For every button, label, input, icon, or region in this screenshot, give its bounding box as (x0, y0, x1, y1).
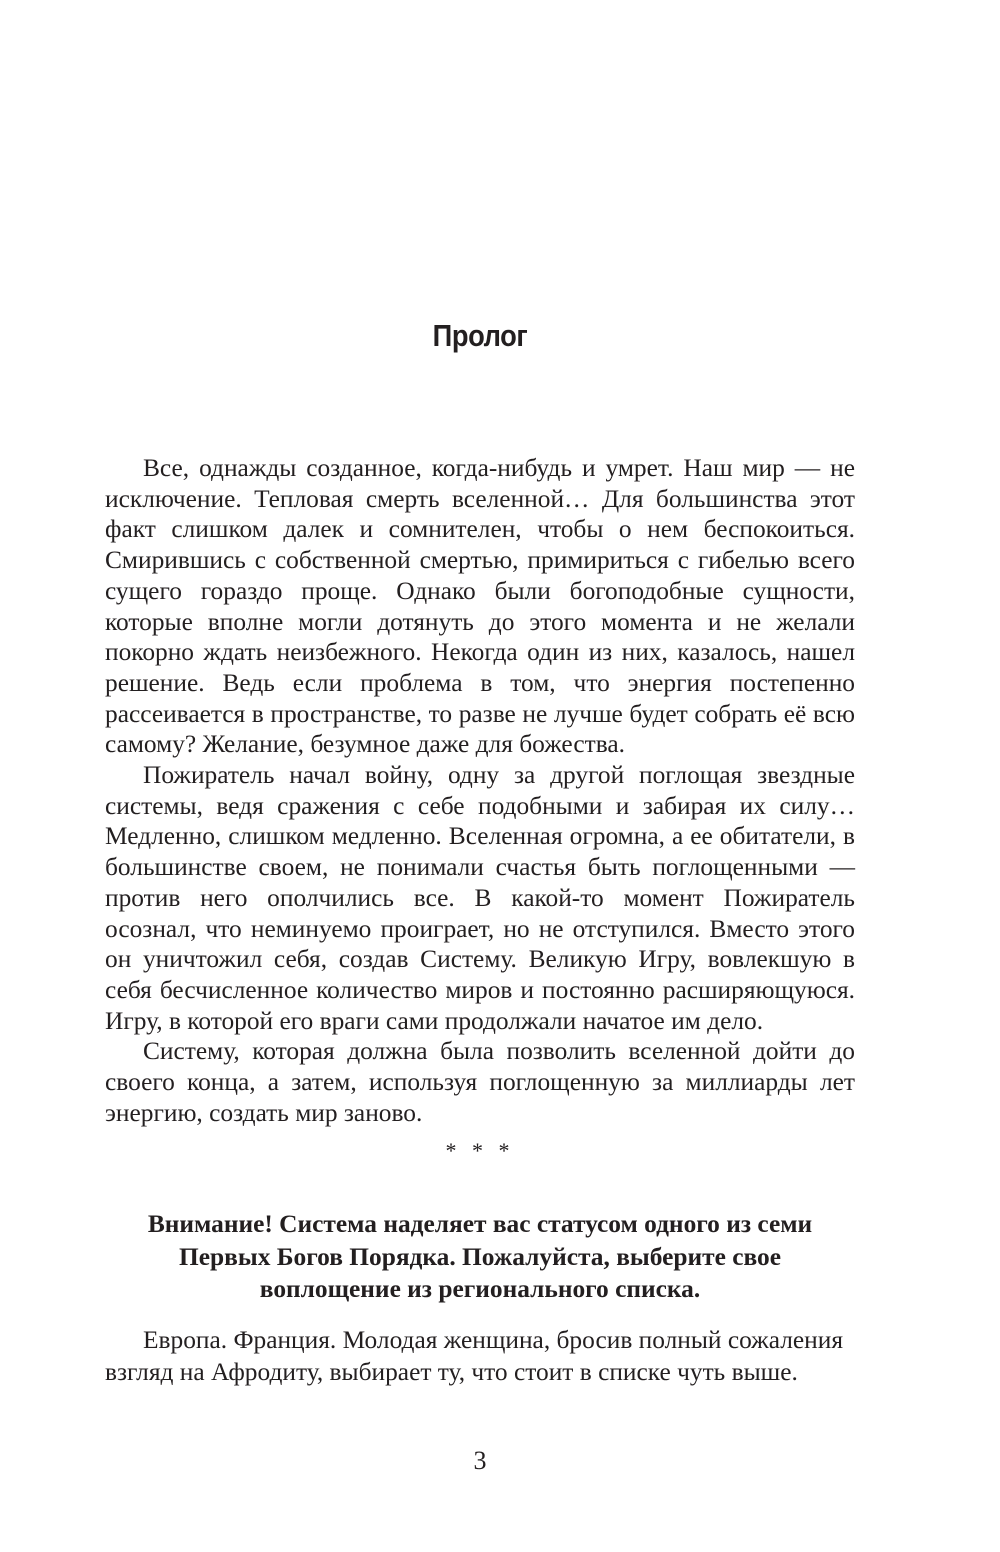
system-message-line-1: Внимание! Система наделяет вас статусом одного из семи (147, 1210, 813, 1238)
closing-text (105, 1325, 855, 1388)
system-message-line-2: Первых Богов Порядка. Пожалуйста, выберите свое (179, 1242, 781, 1271)
paragraph-2: Пожиратель начал войну, одну за другой поглощая звездные системы, ведя сражения с себе подобными и забирая их силу… Медленно, слишком медленно. Вселенная огромна, а ее обитатели, в большинстве своем, не понимали счастья быть поглощенными — против него ополчились все. В какой-то момент Пожиратель осознал, что неминуемо проиграет, но не отступился. Вместо этого он уничтожил себя, создав Систему. Великую Игру, вовлекшую в себя бесчисленное количество миров и постоянно расширяющуюся. Игру, в которой его враги сами продолжали начатое им дело. (105, 761, 855, 1035)
page-number: 3 (473, 1446, 487, 1475)
chapter-title: Пролог (432, 318, 528, 353)
system-message-line-3: воплощение из регионального списка. (259, 1275, 701, 1303)
closing-paragraph: Европа. Франция. Молодая женщина, бросив полный сожаления взгляд на Афродиту, выбирает ту, что стоит в списке чуть выше. (105, 1326, 844, 1386)
paragraph-1: Все, однажды созданное, когда-нибудь и умрет. Наш мир — не исключение. Тепловая смерть вселенной… Для большинства этот факт слишком далек и сомнителен, чтобы о нем беспокоиться. Смирившись с собственной смертью, примириться с гибелью всего сущего гораздо проще. Однако были богоподобные сущности, которые вполне могли дотянуть до этого момента и не желали покорно ждать неизбежного. Некогда один из них, казалось, нашел решение. Ведь если проблема в том, что энергия постепенно рассеивается в пространстве, то разве не лучше будет собрать её всю самому? Желание, безумное даже для божества. (105, 454, 855, 759)
section-separator: * * * (445, 1138, 515, 1163)
prologue-body (105, 453, 855, 1128)
system-message (105, 1208, 855, 1306)
paragraph-3: Систему, которая должна была позволить вселенной дойти до своего конца, а затем, используя поглощенную за миллиарды лет энергию, создать мир заново. (105, 1037, 855, 1127)
